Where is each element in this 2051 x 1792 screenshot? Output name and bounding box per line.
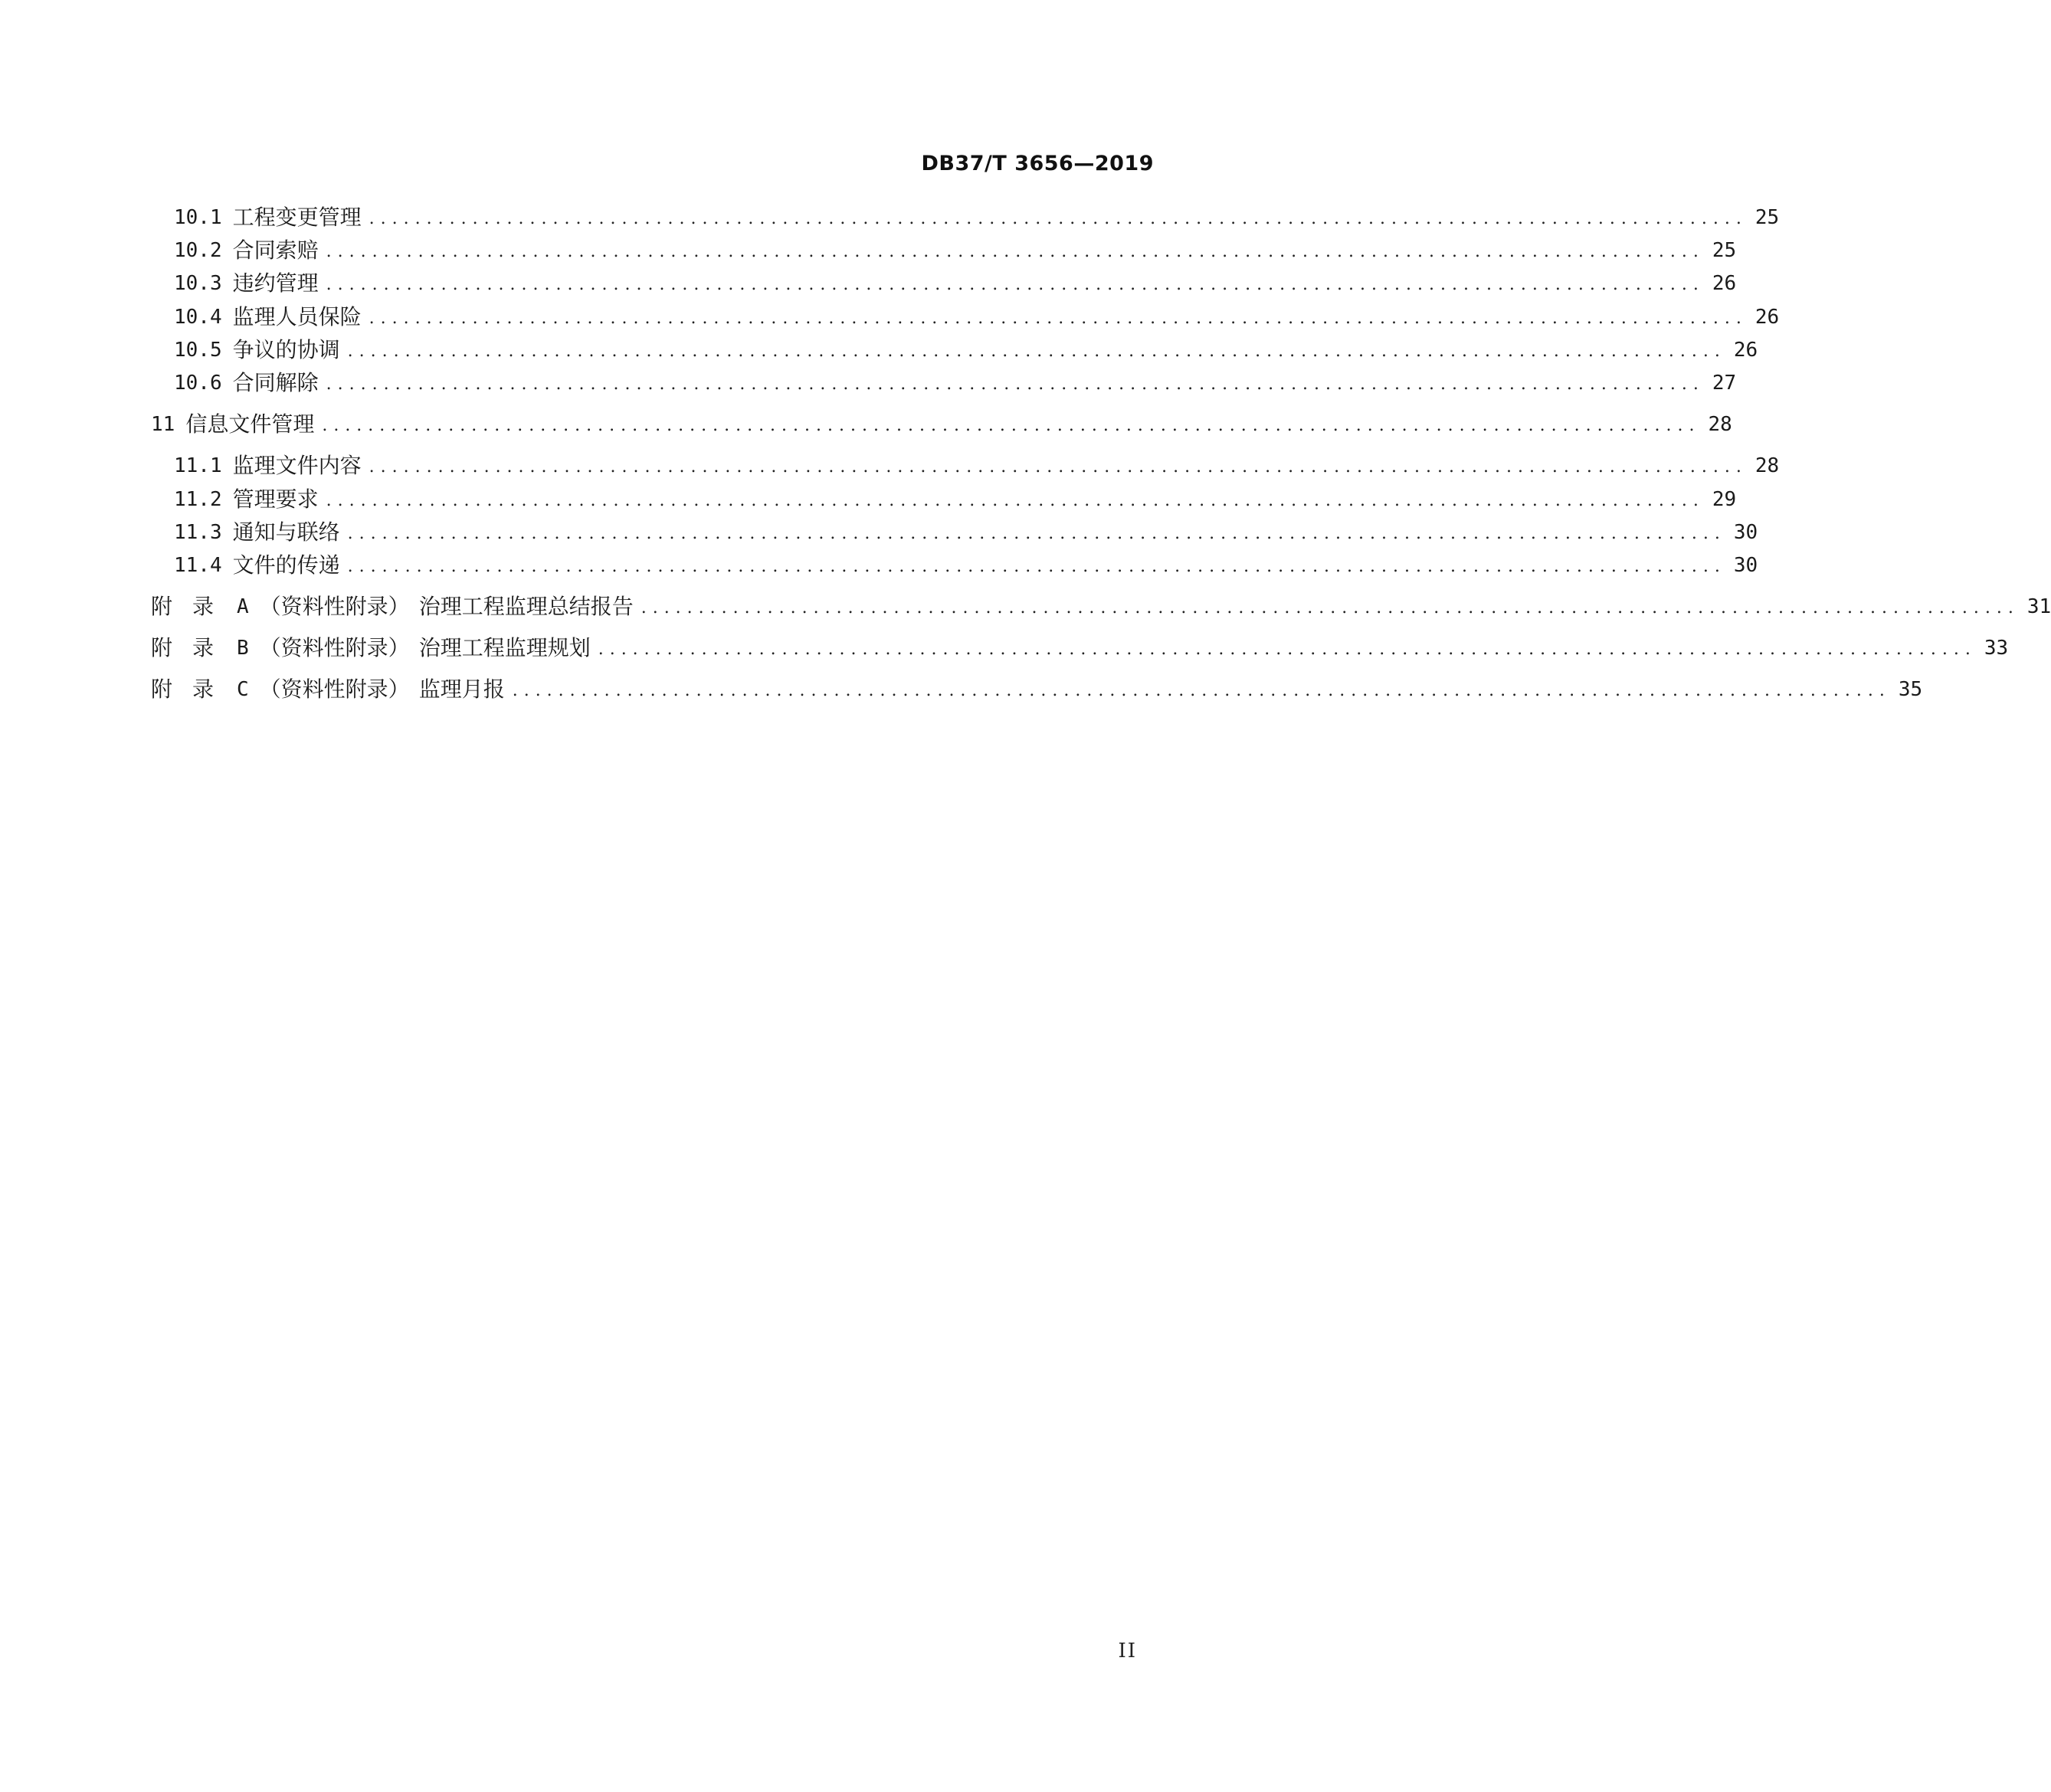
toc-leader-dots: ........................................................................................................................ [326, 242, 1705, 261]
toc-entry-number: 11.1 [174, 454, 222, 477]
page-number: II [1118, 1640, 1137, 1663]
toc-entry-title: 违约管理 [232, 270, 319, 296]
toc-leader-dots: ........................................................................................................................ [512, 681, 1891, 700]
toc-entry-number: 10.1 [174, 206, 222, 229]
toc-leader-dots: ........................................................................................................................ [641, 598, 2020, 618]
toc-entry-label [151, 633, 591, 663]
toc-entry-number: 11.3 [174, 521, 222, 544]
toc-entry-label [174, 202, 362, 233]
toc-entry-page: 26 [1733, 339, 1758, 362]
toc-entry-number: 10.3 [174, 272, 222, 295]
toc-entry-title: 信息文件管理 [185, 411, 315, 437]
toc-entry-label [174, 368, 319, 398]
appendix-type: （资料性附录） [259, 635, 410, 660]
appendix-type: （资料性附录） [259, 677, 410, 702]
toc-entry-number: 10.5 [174, 339, 222, 362]
toc-entry-title: 监理人员保险 [232, 304, 362, 329]
appendix-title: 治理工程监理规划 [418, 635, 591, 660]
toc-entry-number: 11 [151, 413, 175, 436]
appendix-prefix: 附录 [151, 635, 234, 660]
appendix-letter: B [237, 637, 249, 660]
toc-entry-label [151, 591, 634, 622]
toc-entry-page: 26 [1712, 272, 1737, 295]
toc-entry-page: 30 [1733, 521, 1758, 544]
toc-appendix-entry[interactable] [151, 633, 2009, 663]
toc-entry-number: 10.6 [174, 372, 222, 395]
toc-entry-page: 30 [1733, 554, 1758, 577]
toc-leader-dots: ........................................................................................................................ [326, 375, 1705, 394]
toc-entry-label [174, 302, 362, 333]
toc-entry-title: 工程变更管理 [232, 205, 362, 230]
toc-entry[interactable] [151, 202, 1780, 233]
toc-entry-title: 合同解除 [232, 370, 319, 395]
toc-leader-dots: ........................................................................................................................ [369, 309, 1748, 328]
toc-entry[interactable] [151, 302, 1780, 333]
toc-entry-number: 10.4 [174, 306, 222, 329]
toc-entry[interactable] [151, 450, 1780, 481]
toc-entry-label [174, 484, 319, 515]
appendix-letter: A [237, 595, 249, 618]
toc-entry-number: 11.2 [174, 488, 222, 511]
toc-entry-number: 10.2 [174, 239, 222, 262]
toc-leader-dots: ........................................................................................................................ [369, 209, 1748, 228]
toc-entry-page: 29 [1712, 488, 1737, 511]
toc-leader-dots: ........................................................................................................................ [369, 457, 1748, 477]
toc-entry[interactable] [151, 409, 1732, 440]
toc-entry-label [151, 674, 505, 705]
toc-entry-title: 争议的协调 [232, 337, 340, 362]
toc-entry-label [174, 517, 340, 548]
toc-entry-page: 28 [1708, 413, 1732, 436]
toc-entry-title: 合同索赔 [232, 238, 319, 263]
toc-entry-number: 11.4 [174, 554, 222, 577]
document-code: DB37/T 3656—2019 [921, 152, 1154, 175]
toc-entry-label [174, 268, 319, 299]
toc-appendix-entry[interactable] [151, 674, 1923, 705]
toc-leader-dots: ........................................................................................................................ [326, 275, 1705, 294]
toc-entry-page: 31 [2026, 595, 2051, 618]
toc-entry-label [174, 450, 362, 481]
toc-entry[interactable] [151, 368, 1737, 398]
toc-entry-title: 文件的传递 [232, 552, 340, 578]
appendix-prefix: 附录 [151, 594, 234, 619]
toc-entry-title: 监理文件内容 [232, 453, 362, 478]
toc-entry-title: 通知与联络 [232, 519, 340, 545]
toc-entry-page: 28 [1754, 454, 1780, 477]
toc-entry-page: 33 [1984, 637, 2009, 660]
appendix-title: 监理月报 [418, 677, 505, 702]
toc-entry-page: 35 [1898, 678, 1923, 701]
appendix-type: （资料性附录） [259, 594, 410, 619]
toc-entry-page: 26 [1754, 306, 1780, 329]
appendix-prefix: 附录 [151, 677, 234, 702]
appendix-title: 治理工程监理总结报告 [418, 594, 634, 619]
toc-entry-label [151, 409, 314, 440]
toc-leader-dots: ........................................................................................................................ [347, 342, 1726, 361]
toc-leader-dots: ........................................................................................................................ [322, 416, 1701, 435]
toc-entry[interactable] [151, 484, 1737, 515]
toc-leader-dots: ........................................................................................................................ [347, 524, 1726, 543]
toc-entry-label [174, 335, 340, 365]
toc-entry[interactable] [151, 268, 1737, 299]
toc-leader-dots: ........................................................................................................................ [598, 640, 1977, 659]
toc-leader-dots: ........................................................................................................................ [326, 491, 1705, 510]
toc-entry-title: 管理要求 [232, 486, 319, 512]
toc-entry[interactable] [151, 517, 1758, 548]
toc-entry[interactable] [151, 550, 1758, 581]
toc-entry-page: 25 [1712, 239, 1737, 262]
appendix-letter: C [237, 678, 249, 701]
toc-entry-label [174, 235, 319, 266]
toc-entry[interactable] [151, 235, 1737, 266]
toc-leader-dots: ........................................................................................................................ [347, 557, 1726, 576]
toc-appendix-entry[interactable] [151, 591, 2051, 622]
toc-entry-label [174, 550, 340, 581]
toc-entry-page: 25 [1754, 206, 1780, 229]
toc-entry[interactable] [151, 335, 1758, 365]
toc-entry-page: 27 [1712, 372, 1737, 395]
